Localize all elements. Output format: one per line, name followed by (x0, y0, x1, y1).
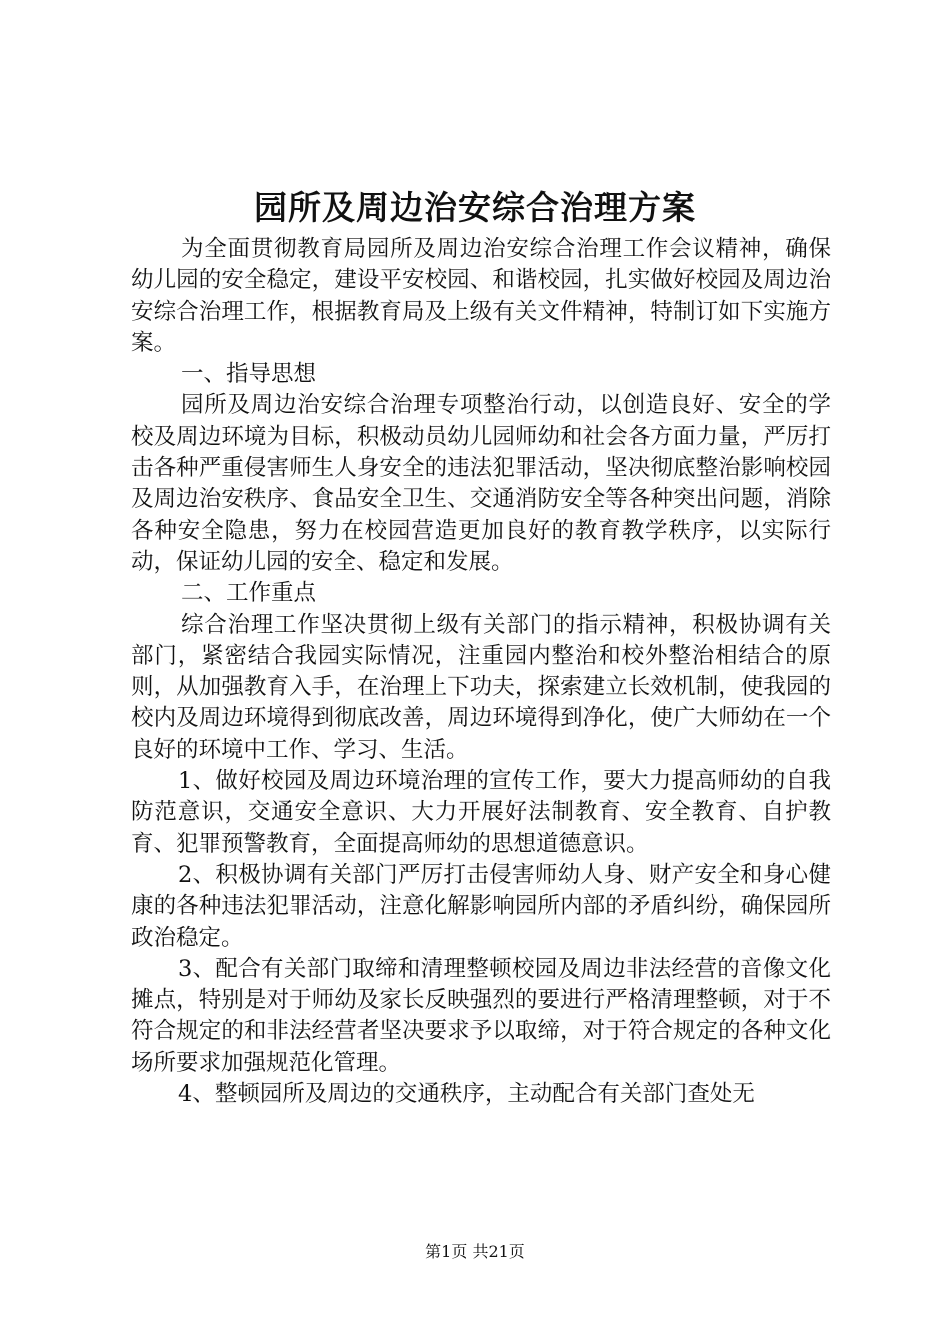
page-number-footer: 第1页 共21页 (425, 1242, 525, 1261)
guiding-ideology-paragraph: 园所及周边治安综合治理专项整治行动，以创造良好、安全的学校及周边环境为目标，积极动员幼儿园师幼和社会各方面力量，严厉打击各种严重侵害师生人身安全的违法犯罪活动，坚决彻底整治影响校园及周边治安秩序、食品安全卫生、交通消防安全等各种突出问题，消除各种安全隐患，努力在校园营造更加良好的教育教学秩序，以实际行动，保证幼儿园的安全、稳定和发展。 (131, 392, 831, 575)
section-heading-work-focus: 二、工作重点 (181, 580, 317, 607)
section-heading-guiding-ideology: 一、指导思想 (181, 361, 317, 388)
work-item-4: 4、整顿园所及周边的交通秩序，主动配合有关部门查处无 (178, 1081, 755, 1108)
work-item-2: 2、积极协调有关部门严厉打击侵害师幼人身、财产安全和身心健康的各种违法犯罪活动，注意化解影响园所内部的矛盾纠纷，确保园所政治稳定。 (131, 861, 831, 951)
intro-paragraph: 为全面贯彻教育局园所及周边治安综合治理工作会议精神，确保幼儿园的安全稳定，建设平安校园、和谐校园，扎实做好校园及周边治安综合治理工作，根据教育局及上级有关文件精神，特制订如下实施方案。 (131, 236, 831, 356)
document-title: 园所及周边治安综合治理方案 (254, 188, 696, 227)
work-item-3: 3、配合有关部门取缔和清理整顿校园及周边非法经营的音像文化摊点，特别是对于师幼及家长反映强烈的要进行严格清理整顿，对于不符合规定的和非法经营者坚决要求予以取缔，对于符合规定的各种文化场所要求加强规范化管理。 (131, 955, 831, 1076)
work-focus-paragraph: 综合治理工作坚决贯彻上级有关部门的指示精神，积极协调有关部门，紧密结合我园实际情况，注重园内整治和校外整治相结合的原则，从加强教育入手，在治理上下功夫，探索建立长效机制，使我园的校内及周边环境得到彻底改善，周边环境得到净化，使广大师幼在一个良好的环境中工作、学习、生活。 (131, 611, 831, 763)
work-item-1: 1、做好校园及周边环境治理的宣传工作，要大力提高师幼的自我防范意识，交通安全意识、大力开展好法制教育、安全教育、自护教育、犯罪预警教育，全面提高师幼的思想道德意识。 (131, 768, 831, 857)
document-body (131, 234, 831, 1110)
